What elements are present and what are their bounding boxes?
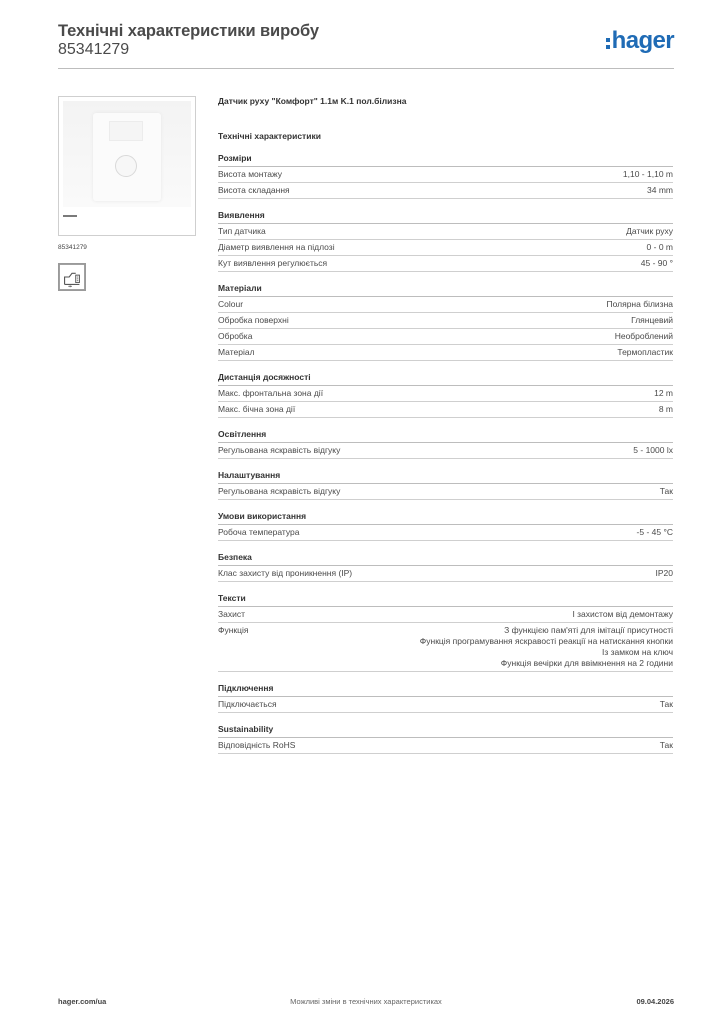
sensor-lens bbox=[115, 155, 137, 177]
spec-group bbox=[218, 372, 673, 418]
spec-label: Регульована яскравість відгуку bbox=[218, 445, 341, 455]
spec-value bbox=[623, 169, 673, 180]
spec-label: Функція bbox=[218, 625, 249, 635]
spec-group-title: Виявлення bbox=[218, 210, 673, 224]
spec-group bbox=[218, 683, 673, 713]
spec-row bbox=[218, 240, 673, 256]
article-number: 85341279 bbox=[58, 41, 130, 58]
spec-value-line: IP20 bbox=[655, 568, 673, 578]
spec-group bbox=[218, 470, 673, 500]
spec-label: Обробка bbox=[218, 331, 253, 341]
spec-group bbox=[218, 593, 673, 672]
spec-row bbox=[218, 167, 673, 183]
spec-value-line: Так bbox=[659, 699, 673, 709]
spec-value bbox=[631, 315, 673, 326]
spec-row bbox=[218, 525, 673, 541]
spec-value bbox=[641, 258, 673, 269]
spec-value bbox=[656, 568, 674, 579]
spec-value bbox=[647, 242, 673, 253]
scale-bar-icon bbox=[63, 213, 78, 219]
spec-value bbox=[637, 527, 673, 538]
spec-row bbox=[218, 566, 673, 582]
spec-group-title: Налаштування bbox=[218, 470, 673, 484]
hager-logo bbox=[606, 28, 674, 54]
spec-value-line: Датчик руху bbox=[626, 226, 673, 236]
spec-value bbox=[572, 609, 673, 620]
spec-label: Кут виявлення регулюється bbox=[218, 258, 328, 268]
spec-label: Висота монтажу bbox=[218, 169, 283, 179]
logo-mark-icon bbox=[606, 38, 610, 49]
image-article-number: 85341279 bbox=[58, 244, 87, 251]
product-image-frame bbox=[58, 96, 196, 236]
spec-group-title: Дистанція досяжності bbox=[218, 372, 673, 386]
spec-value-line: Глянцевий bbox=[631, 315, 673, 325]
spec-label: Висота складання bbox=[218, 185, 290, 195]
spec-value-line: Необроблений bbox=[614, 331, 673, 341]
spec-row bbox=[218, 402, 673, 418]
document-title: Технічні характеристики виробу bbox=[58, 22, 319, 40]
spec-value bbox=[659, 404, 673, 415]
spec-group bbox=[218, 429, 673, 459]
spec-value bbox=[617, 347, 673, 358]
spec-group-title: Безпека bbox=[218, 552, 673, 566]
product-name: Датчик руху "Комфорт" 1.1м K.1 пол.білизна bbox=[218, 96, 407, 106]
spec-value bbox=[660, 486, 673, 497]
spec-label: Макс. бічна зона дії bbox=[218, 404, 296, 414]
spec-label: Клас захисту від проникнення (IP) bbox=[218, 568, 353, 578]
spec-row bbox=[218, 329, 673, 345]
spec-value-line: Термопластик bbox=[617, 347, 673, 357]
motion-sensor-picture bbox=[93, 113, 161, 201]
spec-group-title: Розміри bbox=[218, 153, 673, 167]
spec-group-title: Матеріали bbox=[218, 283, 673, 297]
spec-row bbox=[218, 297, 673, 313]
spec-value-line: Полярна білизна bbox=[606, 299, 673, 309]
flush-mount-icon bbox=[58, 263, 86, 291]
spec-value-line: З функцією пам'яті для імітації присутності bbox=[504, 625, 673, 635]
specifications bbox=[218, 96, 673, 754]
spec-row bbox=[218, 313, 673, 329]
spec-value-line: Так bbox=[659, 486, 673, 496]
spec-row bbox=[218, 183, 673, 199]
spec-group bbox=[218, 724, 673, 754]
spec-group bbox=[218, 511, 673, 541]
logo-text: hager bbox=[611, 27, 674, 54]
spec-label: Підключається bbox=[218, 699, 277, 709]
spec-value bbox=[647, 185, 673, 196]
spec-group bbox=[218, 552, 673, 582]
spec-row bbox=[218, 386, 673, 402]
spec-label: Матеріал bbox=[218, 347, 255, 357]
spec-group-title: Підключення bbox=[218, 683, 673, 697]
spec-label: Макс. фронтальна зона дії bbox=[218, 388, 324, 398]
spec-value-line: Функція вечірки для ввімкнення на 2 години bbox=[500, 658, 673, 668]
page-header bbox=[58, 22, 674, 70]
spec-value-line: -5 - 45 °C bbox=[636, 527, 673, 537]
footer-disclaimer: Можливі зміни в технічних характеристиках bbox=[290, 997, 442, 1006]
spec-value-line: 0 - 0 m bbox=[646, 242, 673, 252]
spec-label: Захист bbox=[218, 609, 246, 619]
footer-website: hager.com/ua bbox=[58, 997, 107, 1006]
spec-group-title: Sustainability bbox=[218, 724, 673, 738]
spec-label: Colour bbox=[218, 299, 244, 309]
spec-row bbox=[218, 345, 673, 361]
spec-value bbox=[626, 226, 673, 237]
spec-value-line: 34 mm bbox=[647, 185, 673, 195]
spec-label: Обробка поверхні bbox=[218, 315, 289, 325]
spec-groups bbox=[218, 153, 673, 754]
spec-row bbox=[218, 607, 673, 623]
header-divider bbox=[58, 68, 674, 69]
footer-date: 09.04.2026 bbox=[636, 997, 674, 1006]
spec-row bbox=[218, 738, 673, 754]
spec-label: Тип датчика bbox=[218, 226, 266, 236]
spec-label: Діаметр виявлення на підлозі bbox=[218, 242, 335, 252]
spec-row bbox=[218, 484, 673, 500]
spec-value-line: І захистом від демонтажу bbox=[572, 609, 673, 619]
spec-value bbox=[420, 625, 673, 669]
spec-value-line: Із замком на ключ bbox=[601, 647, 673, 657]
spec-group-title: Тексти bbox=[218, 593, 673, 607]
spec-group-title: Умови використання bbox=[218, 511, 673, 525]
spec-row bbox=[218, 697, 673, 713]
spec-row bbox=[218, 443, 673, 459]
spec-value-line: 5 - 1000 lx bbox=[633, 445, 673, 455]
sensor-window bbox=[109, 121, 143, 141]
spec-group-title: Освітлення bbox=[218, 429, 673, 443]
spec-group bbox=[218, 210, 673, 272]
spec-row bbox=[218, 224, 673, 240]
spec-group bbox=[218, 283, 673, 361]
spec-value-line: 12 m bbox=[654, 388, 673, 398]
spec-value bbox=[660, 699, 673, 710]
spec-label: Регульована яскравість відгуку bbox=[218, 486, 341, 496]
product-image bbox=[63, 101, 191, 207]
spec-value-line: 45 - 90 ° bbox=[640, 258, 673, 268]
spec-label: Робоча температура bbox=[218, 527, 300, 537]
spec-value bbox=[615, 331, 673, 342]
spec-value bbox=[660, 740, 673, 751]
spec-value-line: Так bbox=[659, 740, 673, 750]
spec-row bbox=[218, 623, 673, 672]
spec-value bbox=[654, 388, 673, 399]
spec-value-line: 1,10 - 1,10 m bbox=[622, 169, 673, 179]
spec-value-line: Функція програмування яскравості реакції на натискання кнопки bbox=[419, 636, 673, 646]
section-heading: Технічні характеристики bbox=[218, 131, 321, 141]
spec-value bbox=[633, 445, 673, 456]
product-sidebar bbox=[58, 96, 196, 296]
spec-label: Відповідність RoHS bbox=[218, 740, 296, 750]
spec-value-line: 8 m bbox=[658, 404, 673, 414]
spec-value bbox=[606, 299, 673, 310]
spec-group bbox=[218, 153, 673, 199]
spec-row bbox=[218, 256, 673, 272]
